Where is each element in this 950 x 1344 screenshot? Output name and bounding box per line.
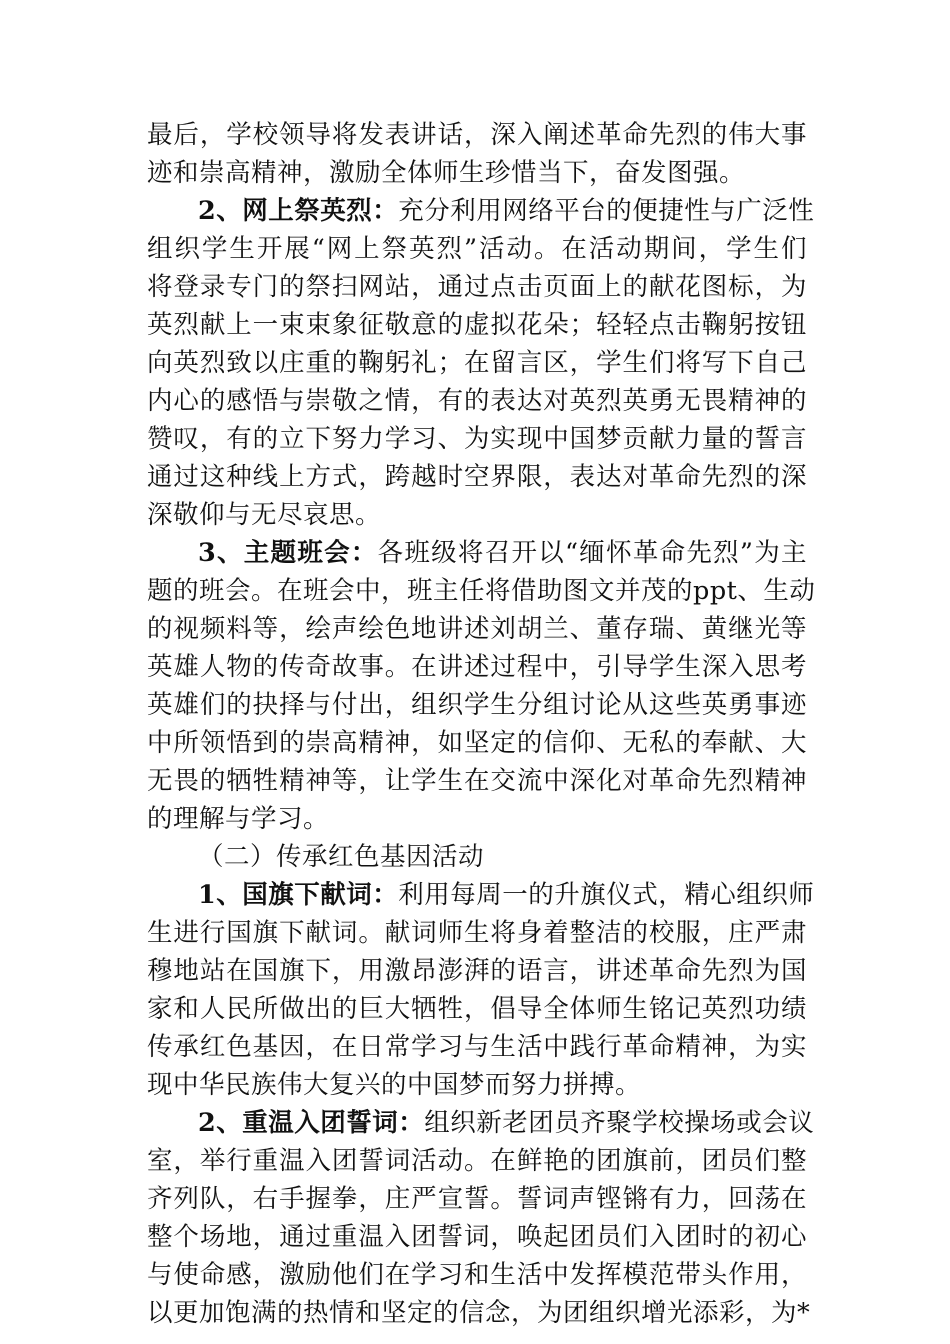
paragraph-heading-line — [198, 878, 815, 912]
text-line: 最后，学校领导将发表讲话，深入阐述革命先烈的伟大事 — [147, 120, 807, 150]
text-line: 现中华民族伟大复兴的中国梦而努力拼搏。 — [147, 1070, 642, 1100]
text-line: 与使命感，激励他们在学习和生活中发挥模范带头作用， — [147, 1260, 807, 1290]
text-span: 组织新老团员齐聚学校操场或会议 — [424, 1108, 815, 1138]
text-line: 整个场地，通过重温入团誓词，唤起团员们入团时的初心 — [147, 1222, 807, 1252]
text-line: 英雄人物的传奇故事。在讲述过程中，引导学生深入思考 — [147, 652, 807, 682]
text-line: 无畏的牺牲精神等，让学生在交流中深化对革命先烈精神 — [147, 766, 807, 796]
text-span: 各班级将召开以“缅怀革命先烈”为主 — [377, 538, 807, 568]
text-line: 组织学生开展“网上祭英烈”活动。在活动期间，学生们 — [147, 234, 807, 264]
text-line: 内心的感悟与崇敬之情，有的表达对英烈英勇无畏精神的 — [147, 386, 807, 416]
section-heading: 2、重温入团誓词： — [198, 1108, 425, 1138]
text-line: 向英烈致以庄重的鞠躬礼；在留言区，学生们将写下自己 — [147, 348, 807, 378]
text-span: 充分利用网络平台的便捷性与广泛性 — [398, 196, 815, 226]
paragraph-heading-line — [198, 194, 815, 228]
section-heading: 2、网上祭英烈： — [198, 196, 399, 226]
text-line: 齐列队，右手握拳，庄严宣誓。誓词声铿锵有力，回荡在 — [147, 1184, 807, 1214]
text-line: 的视频料等，绘声绘色地讲述刘胡兰、董存瑞、黄继光等 — [147, 614, 807, 644]
text-line: 英雄们的抉择与付出，组织学生分组讨论从这些英勇事迹 — [147, 690, 807, 720]
text-line: 中所领悟到的崇高精神，如坚定的信仰、无私的奉献、大 — [147, 728, 807, 758]
text-line: 迹和崇高精神，激励全体师生珍惜当下，奋发图强。 — [147, 158, 746, 188]
text-line: 深敬仰与无尽哀思。 — [147, 500, 382, 530]
text-line: 赞叹，有的立下努力学习、为实现中国梦贡献力量的誓言 — [147, 424, 807, 454]
section-heading: 1、国旗下献词： — [198, 880, 399, 910]
text-line: 的理解与学习。 — [147, 804, 330, 834]
text-line: 以更加饱满的热情和坚定的信念，为团组织增光添彩，为* — [147, 1298, 811, 1328]
text-line: 通过这种线上方式，跨越时空界限，表达对革命先烈的深 — [147, 462, 807, 492]
text-line: 英烈献上一束束象征敬意的虚拟花朵；轻轻点击鞠躬按钮 — [147, 310, 807, 340]
text-line: 将登录专门的祭扫网站，通过点击页面上的献花图标，为 — [147, 272, 807, 302]
text-line: 穆地站在国旗下，用激昂澎湃的语言，讲述革命先烈为国 — [147, 956, 807, 986]
section-heading: 3、主题班会： — [198, 538, 378, 568]
paragraph-heading-line — [198, 1106, 815, 1140]
paragraph-heading-line — [198, 536, 807, 570]
text-line: 传承红色基因，在日常学习与生活中践行革命精神，为实 — [147, 1032, 807, 1062]
text-line: 室，举行重温入团誓词活动。在鲜艳的团旗前，团员们整 — [147, 1146, 807, 1176]
text-line: 题的班会。在班会中，班主任将借助图文并茂的ppt、生动 — [147, 576, 816, 606]
text-line: 家和人民所做出的巨大牺牲，倡导全体师生铭记英烈功绩 — [147, 994, 807, 1024]
subsection-heading: （二）传承红色基因活动 — [198, 842, 485, 872]
text-line: 生进行国旗下献词。献词师生将身着整洁的校服，庄严肃 — [147, 918, 807, 948]
text-span: 利用每周一的升旗仪式，精心组织师 — [398, 880, 815, 910]
